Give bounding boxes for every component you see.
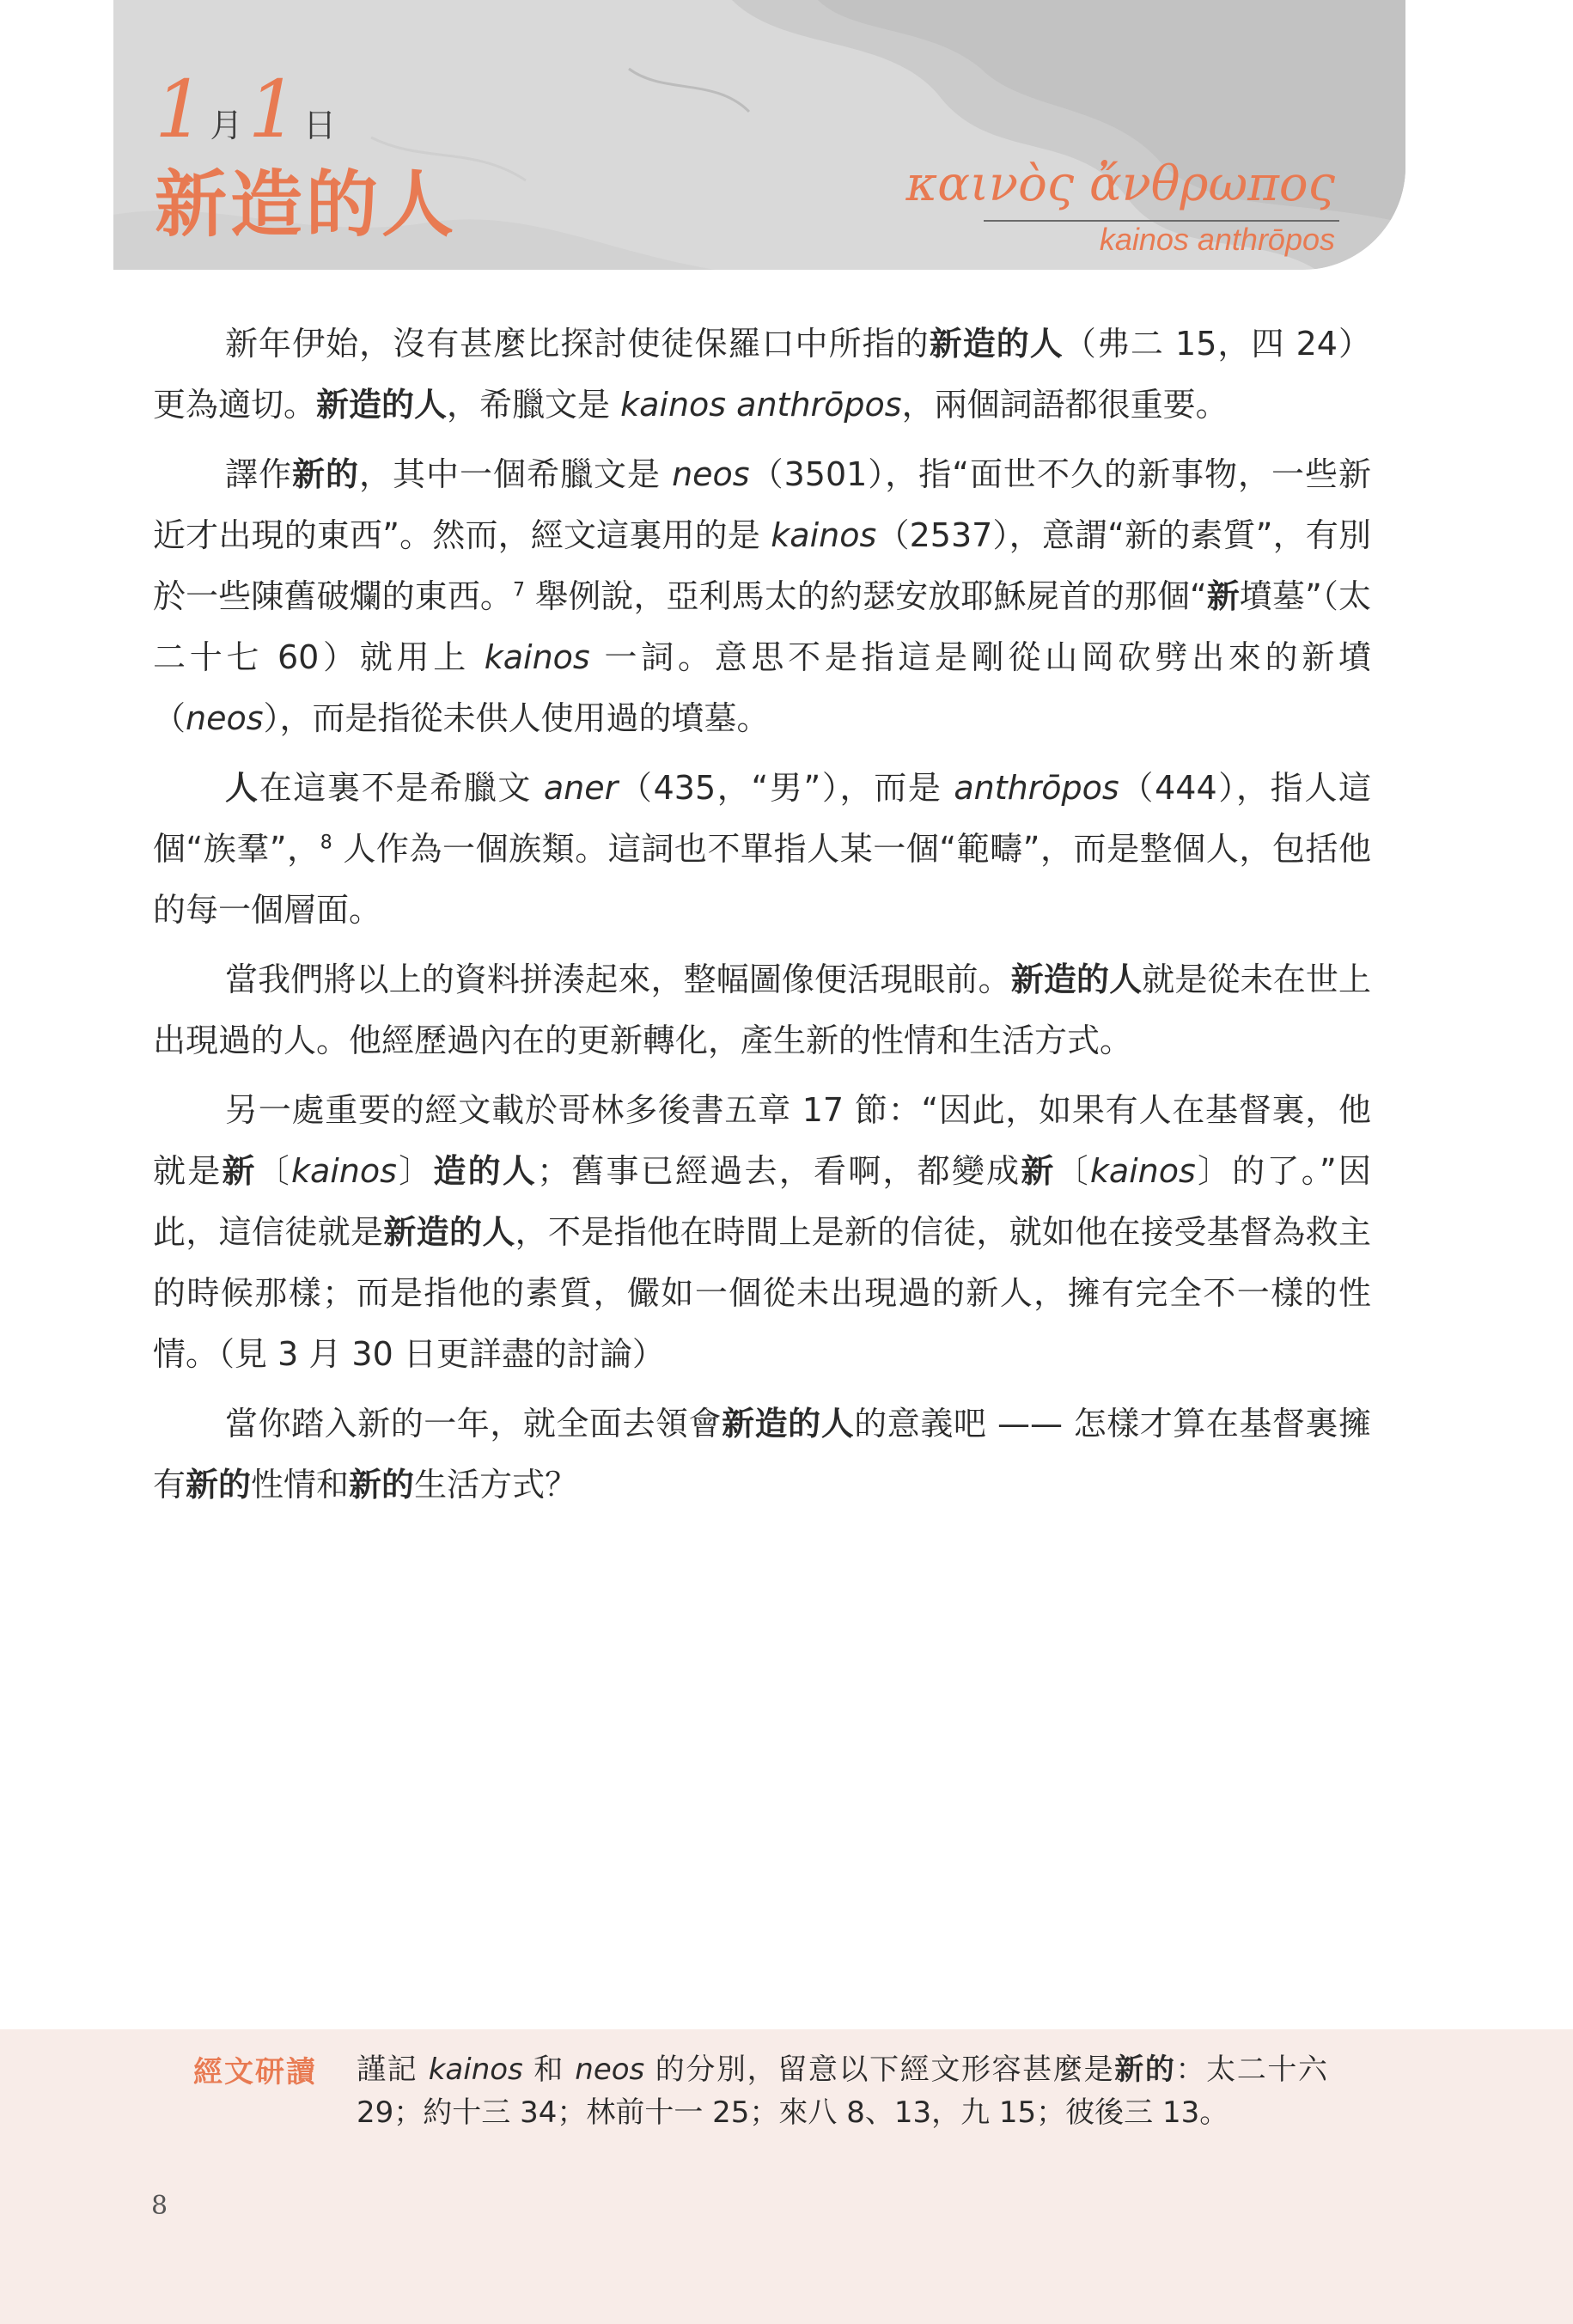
- paragraph: [153, 314, 1371, 436]
- text-run: ，其中一個希臘文是: [359, 455, 673, 493]
- text-run: 人作為一個族類。這詞也不單指人某一個“範疇”，而是整個人，包括他的每一個層面。: [153, 830, 1371, 929]
- month-unit: 月: [210, 107, 243, 144]
- text-run: （435，“男”），而是: [618, 769, 954, 807]
- page-header: [113, 0, 1405, 270]
- greek-word: kainos anthrōpos: [620, 386, 902, 424]
- transliteration: kainos anthrōpos: [1099, 222, 1335, 257]
- scripture-study-text: [357, 2048, 1327, 2134]
- text-run: （3501），指“面世不久的新事物，一些新近才出現的東西”。然而，經文這裏用的是: [153, 455, 1371, 554]
- emphasis-term: 新的: [292, 455, 359, 493]
- text-run: 一詞。意思不是指這是剛從山岡砍劈出來的新墳（: [153, 638, 1371, 737]
- emphasis-term: 新造的人: [929, 325, 1064, 363]
- emphasis-term: 人: [225, 769, 259, 807]
- month-number: 1: [155, 64, 205, 156]
- emphasis-term: 新造的人: [1010, 961, 1143, 998]
- scripture-study-box: [0, 2029, 1573, 2324]
- text-run: 墳墓”（太二十七 60）就用上: [153, 577, 1371, 676]
- greek-word: neos: [186, 699, 264, 737]
- text-run: 〔: [1055, 1152, 1090, 1190]
- footnote-marker: 7: [513, 579, 526, 601]
- paragraph: [153, 758, 1371, 941]
- greek-word: kainos: [484, 638, 590, 676]
- date-label: [155, 64, 341, 156]
- page-title: 新造的人: [155, 162, 458, 247]
- text-run: 新年伊始，沒有甚麼比探討使徒保羅口中所指的: [225, 325, 930, 363]
- text-run: 的分別，留意以下經文形容甚麼是: [644, 2053, 1115, 2087]
- text-run: ：太二十六 29；約十三 34；林前十一 25；來八 8、13，九 15；彼後三 13。: [357, 2053, 1327, 2130]
- paragraph: [153, 444, 1371, 749]
- text-run: 〕: [396, 1152, 434, 1190]
- text-run: （弗二 15，四 24）更為適切。: [153, 325, 1371, 424]
- greek-word: neos: [672, 455, 750, 493]
- greek-word: kainos: [771, 516, 877, 554]
- emphasis-term: 新造的人: [316, 386, 448, 424]
- emphasis-term: 新的: [349, 1466, 415, 1504]
- text-run: ），而是指從未供人使用過的墳墓。: [263, 699, 770, 737]
- text-run: 就是從未在世上出現過的人。他經歷過內在的更新轉化，產生新的性情和生活方式。: [153, 961, 1371, 1059]
- greek-term: καινὸς ἄνθρωπος: [905, 156, 1335, 212]
- day-number: 1: [247, 64, 299, 156]
- day-unit: 日: [303, 107, 337, 144]
- text-run: ，兩個詞語都很重要。: [901, 386, 1229, 424]
- text-run: 譯作: [225, 455, 292, 493]
- text-run: 性情和: [251, 1466, 350, 1504]
- text-run: 生活方式？: [414, 1466, 578, 1504]
- text-run: （444），指人這個“族羣”，: [153, 769, 1371, 868]
- greek-word: kainos: [428, 2053, 523, 2087]
- greek-word: aner: [543, 769, 619, 807]
- text-run: 另一處重要的經文載於哥林多後書五章 17 節：“因此，如果有人在基督裏，他就是: [153, 1091, 1371, 1190]
- text-run: （2537），意謂“新的素質”，有別於一些陳舊破爛的東西。: [153, 516, 1371, 615]
- scripture-study-label: 經文研讀: [193, 2055, 317, 2089]
- greek-word: anthrōpos: [954, 769, 1119, 807]
- text-run: 〔: [256, 1152, 291, 1190]
- footnote-marker: 8: [320, 832, 332, 854]
- text-run: ；舊事已經過去，看啊，都變成: [537, 1152, 1021, 1190]
- page-number: 8: [151, 2191, 168, 2221]
- text-run: ，希臘文是: [447, 386, 621, 424]
- paragraph: [153, 949, 1371, 1071]
- greek-word: neos: [575, 2053, 645, 2087]
- emphasis-term: 造的人: [433, 1152, 538, 1190]
- text-run: 當我們將以上的資料拼湊起來，整幅圖像便活現眼前。: [225, 961, 1011, 998]
- emphasis-term: 新: [1206, 577, 1240, 615]
- text-run: 舉例說，亞利馬太的約瑟安放耶穌屍首的那個“: [525, 577, 1207, 615]
- text-run: 〕的了。”因此，這信徒就是: [153, 1152, 1371, 1251]
- emphasis-term: 新造的人: [722, 1405, 855, 1443]
- emphasis-term: 新的: [1114, 2053, 1176, 2087]
- text-run: 的意義吧 —— 怎樣才算在基督裏擁有: [153, 1405, 1371, 1504]
- text-run: 在這裏不是希臘文: [259, 769, 544, 807]
- paragraph: [153, 1394, 1371, 1516]
- devotional-body: [153, 314, 1371, 1524]
- emphasis-term: 新: [1021, 1152, 1056, 1190]
- greek-word: kainos: [290, 1152, 397, 1190]
- emphasis-term: 新: [222, 1152, 257, 1190]
- text-run: 謹記: [357, 2053, 429, 2087]
- text-run: 和: [522, 2053, 576, 2087]
- paragraph: [153, 1080, 1371, 1385]
- emphasis-term: 新造的人: [383, 1213, 515, 1251]
- emphasis-term: 新的: [186, 1466, 252, 1504]
- text-run: 當你踏入新的一年，就全面去領會: [225, 1405, 722, 1443]
- greek-word: kainos: [1089, 1152, 1196, 1190]
- text-run: ，不是指他在時間上是新的信徒，就如他在接受基督為救主的時候那樣；而是指他的素質，儼如一個從未出現過的新人，擁有完全不一樣的性情。（見 3 月 30 日更詳盡的討論）: [153, 1213, 1371, 1373]
